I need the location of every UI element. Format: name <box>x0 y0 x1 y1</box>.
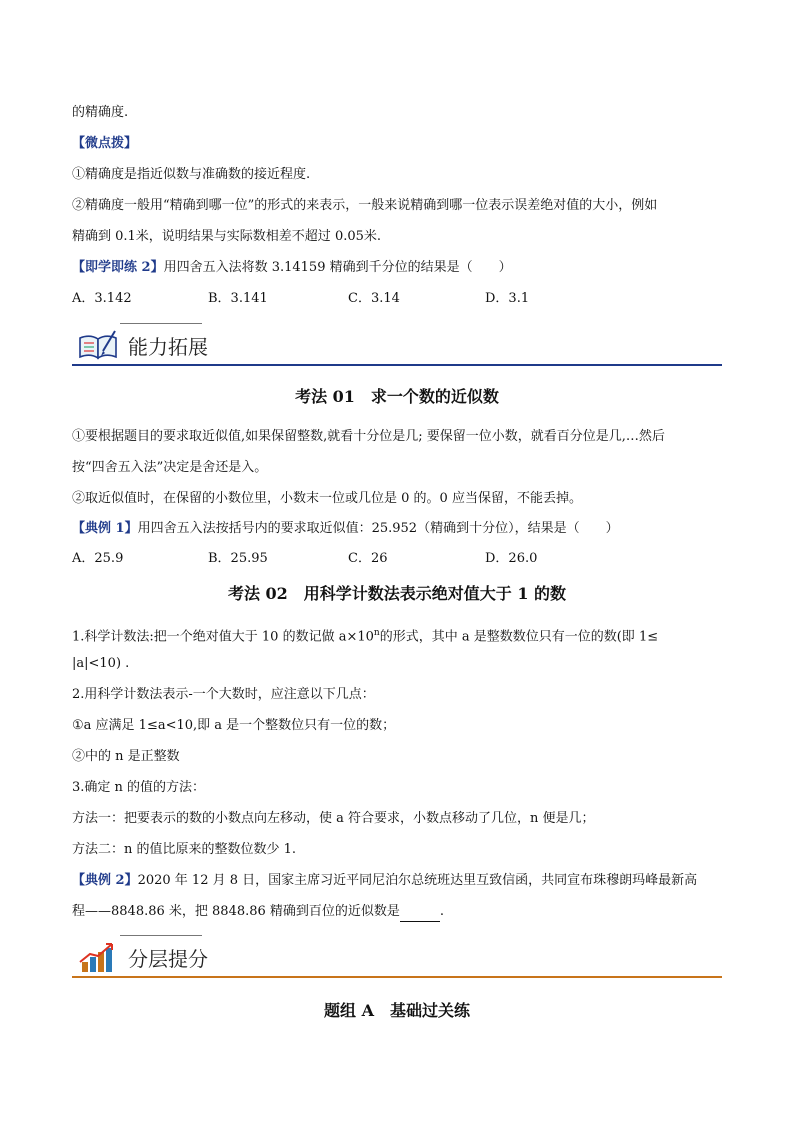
method-02-line-5: ②中的 n 是正整数 <box>72 749 180 764</box>
example-1-text: 用四舍五入法按括号内的要求取近似值：25.952（精确到十分位），结果是（ <box>137 521 580 536</box>
bar-chart-up-icon <box>76 940 120 974</box>
section-label-layered: 分层提分 <box>128 947 208 971</box>
tip-item-2-cont: 精确到 0.1米，说明结果与实际数相差不超过 0.05米. <box>72 229 382 244</box>
method-02-line-1-b: 的形式，其中 a 是整数数位只有一位的数(即 1≤ <box>379 629 659 645</box>
method-02-line-8: 方法二：n 的值比原来的整数位数少 1. <box>72 842 297 857</box>
method-01-title: 考法 01 求一个数的近似数 <box>295 387 499 406</box>
option-a: A．25.9 <box>72 551 124 566</box>
section-header-ability <box>72 320 722 366</box>
option-d: D．26.0 <box>485 551 538 566</box>
method-02-line-3: 2.用科学计数法表示-一个大数时，应注意以下几点： <box>72 687 375 702</box>
option-c: C．3.14 <box>348 291 400 306</box>
method-02-line-6: 3.确定 n 的值的方法： <box>72 780 206 795</box>
example-1-close: ） <box>605 521 619 536</box>
exponent-n: n <box>373 628 380 638</box>
example-1-options <box>72 549 722 569</box>
tip-item-1: ①精确度是指近似数与准确数的接近程度. <box>72 167 311 182</box>
method-02-line-2: |a|<10) . <box>72 656 130 671</box>
practice-question <box>72 258 512 278</box>
example-2-text: 2020 年 12 月 8 日，国家主席习近平同尼泊尔总统班达里互致信函，共同宣布珠穆朗玛峰最新高 <box>137 873 698 888</box>
option-c: C．26 <box>348 551 388 566</box>
example-2-tag: 【典例 2】 <box>72 873 138 888</box>
option-d: D．3.1 <box>485 291 530 306</box>
book-pen-icon <box>76 328 120 362</box>
method-02-line-7: 方法一：把要表示的数的小数点向左移动，使 a 符合要求，小数点移动了几位，n 便是几； <box>72 811 595 826</box>
practice-options <box>72 289 722 309</box>
practice-tag: 【即学即练 2】 <box>72 260 164 275</box>
option-a: A．3.142 <box>72 291 132 306</box>
practice-close: ） <box>498 260 512 275</box>
method-02-line-1-a: 1.科学计数法:把一个绝对值大于 10 的数记做 a×10 <box>72 629 374 645</box>
method-01-point-2: ②取近似值时，在保留的小数位里，小数末一位或几位是 0 的。0 应当保留，不能丢掉。 <box>72 491 582 506</box>
answer-blank[interactable] <box>400 907 440 922</box>
method-02-line-4: ①a 应满足 1≤a<10,即 a 是一个整数位只有一位的数； <box>72 718 396 733</box>
section-header-layered <box>72 932 722 978</box>
tip-title: 【微点拨】 <box>72 136 138 151</box>
intro-text: 的精确度. <box>72 105 129 120</box>
tip-item-2: ②精确度一般用“精确到哪一位”的形式的来表示，一般来说精确到哪一位表示误差绝对值的大小，例如 <box>72 198 658 213</box>
option-b: B．25.95 <box>208 551 268 566</box>
example-1-question <box>72 519 619 539</box>
section-label-ability: 能力拓展 <box>128 335 208 359</box>
practice-text: 用四舍五入法将数 3.14159 精确到千分位的结果是（ <box>163 260 473 275</box>
group-a-title: 题组 A 基础过关练 <box>324 1001 470 1020</box>
method-02-line-1 <box>72 623 658 647</box>
option-b: B．3.141 <box>208 291 268 306</box>
method-01-point-1-cont: 按“四舍五入法”决定是舍还是入。 <box>72 460 268 475</box>
method-02-title: 考法 02 用科学计数法表示绝对值大于 1 的数 <box>227 584 567 603</box>
example-2-question-cont <box>72 902 444 922</box>
method-01-point-1: ①要根据题目的要求取近似值,如果保留整数,就看十分位是几; 要保留一位小数，就看百分位是几,…然后 <box>72 429 665 444</box>
example-2-question <box>72 871 697 891</box>
example-1-tag: 【典例 1】 <box>72 521 138 536</box>
example-2-text-cont: 程——8848.86 米，把 8848.86 精确到百位的近似数是 <box>72 904 400 919</box>
example-2-end: . <box>439 904 445 919</box>
